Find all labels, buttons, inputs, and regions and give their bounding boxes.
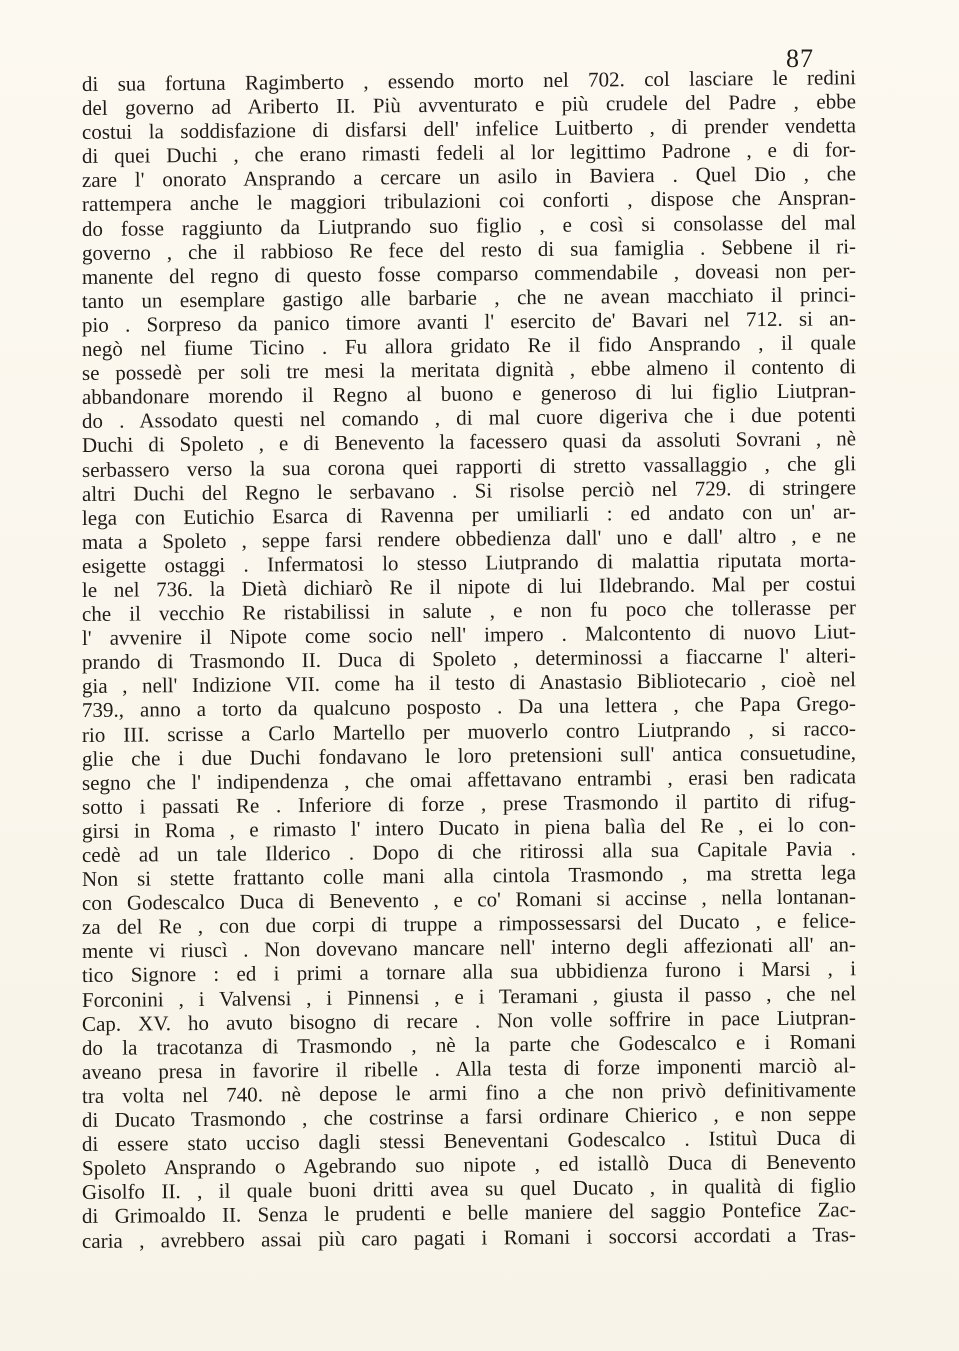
text-line: tanto un esemplare gastigo alle barbarie , che ne avean macchiato il princi- — [81, 282, 857, 313]
text-line: manente del regno di questo fosse comparso commendabile , doveasi non per- — [81, 257, 857, 289]
text-line: girsi in Roma , e rimasto l' intero Ducato in piena balìa del Re , ei lo con- — [81, 812, 857, 843]
text-line: mata a Spoleto , seppe farsi rendere obbedienza dall' uno e dall' altro , e ne — [81, 523, 857, 554]
page-number: 87 — [786, 44, 814, 73]
body-text — [81, 65, 857, 1253]
text-line: costui la soddisfazione di disfarsi dell' infelice Luitberto , di prender vendetta — [81, 113, 857, 145]
text-line: negò nel fiume Ticino . Fu allora gridato Re il fido Ansprando , il quale — [81, 330, 857, 362]
text-line: le nel 736. la Dietà dichiarò Re il nipote di lui Ildebrando. Mal per costui — [81, 571, 857, 602]
text-line: Duchi di Spoleto , e di Benevento la facessero quasi da assoluti Sovrani , nè — [81, 426, 857, 458]
text-line: se possedè per soli tre mesi la meritata dignità , ebbe almeno il contento di — [81, 354, 857, 386]
text-line: abbandonare morendo il Regno al buono e generoso di lui figlio Liutpran- — [81, 378, 857, 410]
text-line: esigette ostaggi . Infermatosi lo stesso Liutprando di malattia riputata morta- — [81, 547, 857, 578]
text-line: lega con Eutichio Esarca di Ravenna per umiliarli : ed andato con un' ar- — [81, 498, 857, 530]
text-line: glie che i due Duchi fondavano le loro pretensioni sull' antica consuetudine, — [81, 739, 857, 771]
text-line: Spoleto Ansprando o Agebrando suo nipote , ed istallò Duca di Benevento — [81, 1149, 857, 1181]
text-line: che il vecchio Re ristabilissi in salute , e non fu poco che tollerasse per — [81, 595, 857, 627]
text-line: segno che l' indipendenza , che omai affettavano entrambi , erasi ben radicata — [81, 763, 857, 795]
text-line: altri Duchi del Regno le serbavano . Si risolse perciò nel 729. di stringere — [81, 474, 857, 506]
text-line: con Godescalco Duca di Benevento , e co' Romani si accinse , nella lontanan- — [81, 884, 857, 916]
text-line: do . Assodato questi nel comando , di mal cuore digeriva che i due potenti — [81, 402, 857, 434]
text-line: caria , avrebbero assai più caro pagati i Romani i soccorsi accordati a Tras- — [81, 1221, 857, 1253]
text-line: mente vi riuscì . Non dovevano mancare nell' interno degli affezionati all' an- — [81, 932, 857, 964]
text-line: tico Signore : ed i primi a tornare alla sua ubbidienza furono i Marsi , i — [81, 956, 857, 988]
text-line: Forconini , i Valvensi , i Pinnensi , e i Teramani , giusta il passo , che nel — [81, 980, 857, 1012]
text-line: di essere stato ucciso dagli stessi Beneventani Godescalco . Istituì Duca di — [81, 1125, 857, 1157]
text-line: rio III. scrisse a Carlo Martello per muoverlo contro Liutprando , si racco- — [81, 715, 857, 747]
text-line: tra volta nel 740. nè depose le armi fino a che non privò definitivamente — [81, 1077, 857, 1108]
text-line: 739., anno a torto da qualcuno posposto . Da una lettera , che Papa Grego- — [81, 691, 857, 723]
text-line: Gisolfo II. , il quale buoni dritti avea su quel Ducato , in qualità di figlio — [81, 1173, 857, 1205]
text-line: Non si stette frattanto colle mani alla cintola Trasmondo , ma stretta lega — [81, 860, 857, 892]
text-line: gia , nell' Indizione VII. come ha il testo di Anastasio Bibliotecario , cioè nel — [81, 667, 857, 699]
text-line: serbassero verso la sua corona quei rapporti di stretto vassallaggio , che gli — [81, 450, 857, 482]
text-line: do la tracotanza di Trasmondo , nè la parte che Godescalco e i Romani — [81, 1028, 857, 1060]
text-line: di sua fortuna Ragimberto , essendo morto nel 702. col lasciare le redini — [81, 65, 857, 96]
text-line: Cap. XV. ho avuto bisogno di recare . Non volle soffrire in pace Liutpran- — [81, 1004, 857, 1036]
text-line: governo , che il rabbioso Re fece del resto di sua famiglia . Sebbene il ri- — [81, 233, 857, 265]
text-line: do fosse raggiunto da Liutprando suo figlio , e così si consolasse del mal — [81, 209, 857, 241]
text-line: rattempera anche le maggiori tribulazioni coi conforti , dispose che Anspran- — [81, 185, 857, 217]
text-line: pio . Sorpreso da panico timore avanti l' esercito de' Bavari nel 712. si an- — [81, 306, 857, 337]
text-line: prando di Trasmondo II. Duca di Spoleto , determinossi a fiaccarne l' alteri- — [81, 643, 857, 675]
text-line: sotto i passati Re . Inferiore di forze , prese Trasmondo il partito di rifug- — [81, 788, 857, 819]
text-line: zare l' onorato Ansprando a cercare un asilo in Baviera . Quel Dio , che — [81, 161, 857, 193]
text-line: di Ducato Trasmondo , che costrinse a farsi ordinare Chierico , e non seppe — [81, 1101, 857, 1133]
text-line: za del Re , con due corpi di truppe a rimpossessarsi del Ducato , e felice- — [81, 908, 857, 940]
text-line: del governo ad Ariberto II. Più avventurato e più crudele del Padre , ebbe — [81, 89, 857, 121]
text-line: l' avvenire il Nipote come socio nell' impero . Malcontento di nuovo Liut- — [81, 619, 857, 651]
text-line: cedè ad un tale Ilderico . Dopo di che ritirossi alla sua Capitale Pavia . — [81, 836, 857, 867]
text-line: di quei Duchi , che erano rimasti fedeli al lor legittimo Padrone , e di for- — [81, 137, 857, 169]
text-line: aveano presa in favorire il ribelle . Alla testa di forze imponenti marciò al- — [81, 1053, 857, 1084]
text-line: di Grimoaldo II. Senza le prudenti e belle maniere del saggio Pontefice Zac- — [81, 1197, 857, 1229]
